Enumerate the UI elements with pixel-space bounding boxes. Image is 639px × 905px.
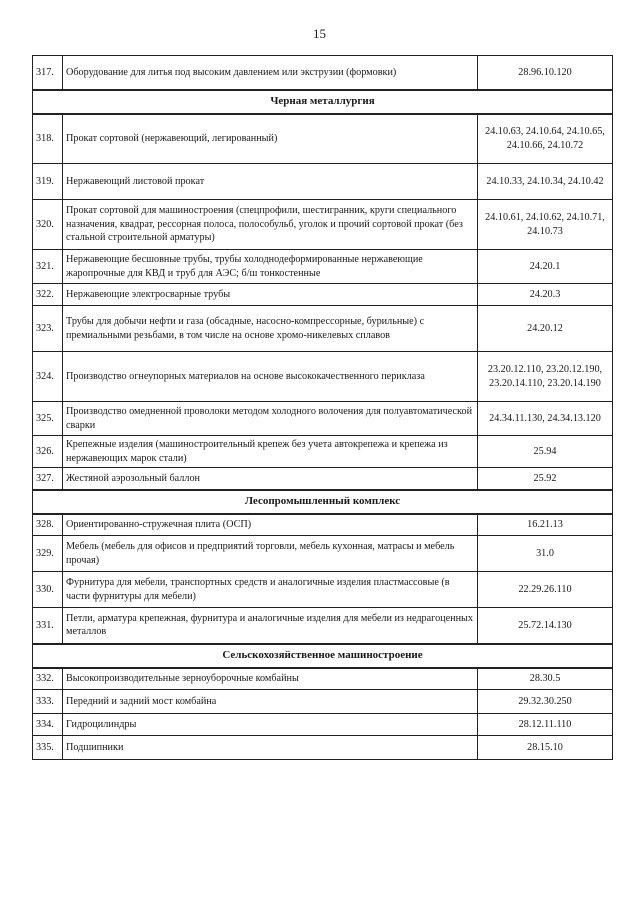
okpd-code: 24.20.3 (478, 284, 613, 306)
product-name: Производство омедненной проволоки методом холодного волочения для полуавтоматической сварки (63, 402, 478, 436)
row-number: 330. (33, 572, 63, 608)
section-title: Лесопромышленный комплекс (33, 490, 613, 514)
okpd-code: 29.32.30.250 (478, 690, 613, 714)
product-name: Высокопроизводительные зерноуборочные комбайны (63, 668, 478, 690)
table-row (33, 572, 613, 608)
row-number: 321. (33, 250, 63, 284)
section-header-row (33, 490, 613, 514)
product-name: Оборудование для литья под высоким давлением или экструзии (формовки) (63, 56, 478, 90)
okpd-code: 28.12.11.110 (478, 714, 613, 736)
row-number: 334. (33, 714, 63, 736)
row-number: 318. (33, 114, 63, 164)
product-name: Жестяной аэрозольный баллон (63, 468, 478, 490)
table-row (33, 468, 613, 490)
table-row (33, 690, 613, 714)
page-number: 15 (313, 26, 326, 41)
section-title: Черная металлургия (33, 90, 613, 114)
okpd-code: 24.20.1 (478, 250, 613, 284)
product-name: Нержавеющий листовой прокат (63, 164, 478, 200)
table-row (33, 668, 613, 690)
table-row (33, 514, 613, 536)
product-name: Крепежные изделия (машиностроительный крепеж без учета автокрепежа и крепежа из нержавеющих марок стали) (63, 436, 478, 468)
product-name: Подшипники (63, 736, 478, 760)
product-name: Мебель (мебель для офисов и предприятий торговли, мебель кухонная, матрасы и мебель прочая) (63, 536, 478, 572)
okpd-code: 24.20.12 (478, 306, 613, 352)
product-name: Петли, арматура крепежная, фурнитура и аналогичные изделия для мебели из недрагоценных металлов (63, 608, 478, 644)
okpd-code: 25.94 (478, 436, 613, 468)
section-title: Сельскохозяйственное машиностроение (33, 644, 613, 668)
table-row (33, 164, 613, 200)
table-row (33, 56, 613, 90)
product-name: Трубы для добычи нефти и газа (обсадные, насосно-компрессорные, бурильные) с премиальными резьбами, в том числе на основе хромо-никелевых сплавов (63, 306, 478, 352)
row-number: 326. (33, 436, 63, 468)
okpd-code: 25.92 (478, 468, 613, 490)
okpd-code: 24.10.33, 24.10.34, 24.10.42 (478, 164, 613, 200)
okpd-code: 31.0 (478, 536, 613, 572)
table-row (33, 714, 613, 736)
okpd-code: 24.10.63, 24.10.64, 24.10.65, 24.10.66, 24.10.72 (478, 114, 613, 164)
product-name: Нержавеющие бесшовные трубы, трубы холоднодеформированные нержавеющие жаропрочные для КВД и труб для АЭС; б/ш тонкостенные (63, 250, 478, 284)
product-name: Прокат сортовой для машиностроения (спецпрофили, шестигранник, круги специального назначения, квадрат, рессорная полоса, полособульб, уголок и прочий сортовой прокат (без стальной строительной арматуры) (63, 200, 478, 250)
row-number: 323. (33, 306, 63, 352)
okpd-code: 28.96.10.120 (478, 56, 613, 90)
row-number: 322. (33, 284, 63, 306)
row-number: 319. (33, 164, 63, 200)
table-row (33, 284, 613, 306)
okpd-code: 23.20.12.110, 23.20.12.190, 23.20.14.110, 23.20.14.190 (478, 352, 613, 402)
row-number: 333. (33, 690, 63, 714)
product-name: Производство огнеупорных материалов на основе высококачественного периклаза (63, 352, 478, 402)
row-number: 328. (33, 514, 63, 536)
row-number: 335. (33, 736, 63, 760)
table-row (33, 436, 613, 468)
row-number: 317. (33, 56, 63, 90)
product-name: Передний и задний мост комбайна (63, 690, 478, 714)
product-name: Фурнитура для мебели, транспортных средств и аналогичные изделия пластмассовые (в части фурнитуры для мебели) (63, 572, 478, 608)
product-name: Прокат сортовой (нержавеющий, легированный) (63, 114, 478, 164)
product-name: Ориентированно-стружечная плита (ОСП) (63, 514, 478, 536)
row-number: 332. (33, 668, 63, 690)
okpd-code: 24.10.61, 24.10.62, 24.10.71, 24.10.73 (478, 200, 613, 250)
section-header-row (33, 90, 613, 114)
product-name: Гидроцилиндры (63, 714, 478, 736)
table-row (33, 114, 613, 164)
table-row (33, 402, 613, 436)
row-number: 324. (33, 352, 63, 402)
table-row (33, 306, 613, 352)
product-name: Нержавеющие электросварные трубы (63, 284, 478, 306)
okpd-code: 16.21.13 (478, 514, 613, 536)
section-header-row (33, 644, 613, 668)
products-table (32, 55, 613, 760)
row-number: 320. (33, 200, 63, 250)
row-number: 327. (33, 468, 63, 490)
table-row (33, 200, 613, 250)
table-row (33, 536, 613, 572)
okpd-code: 28.15.10 (478, 736, 613, 760)
okpd-code: 25.72.14.130 (478, 608, 613, 644)
table-row (33, 608, 613, 644)
table-row (33, 736, 613, 760)
table-row (33, 250, 613, 284)
okpd-code: 22.29.26.110 (478, 572, 613, 608)
okpd-code: 24.34.11.130, 24.34.13.120 (478, 402, 613, 436)
row-number: 331. (33, 608, 63, 644)
table-row (33, 352, 613, 402)
row-number: 329. (33, 536, 63, 572)
okpd-code: 28.30.5 (478, 668, 613, 690)
row-number: 325. (33, 402, 63, 436)
